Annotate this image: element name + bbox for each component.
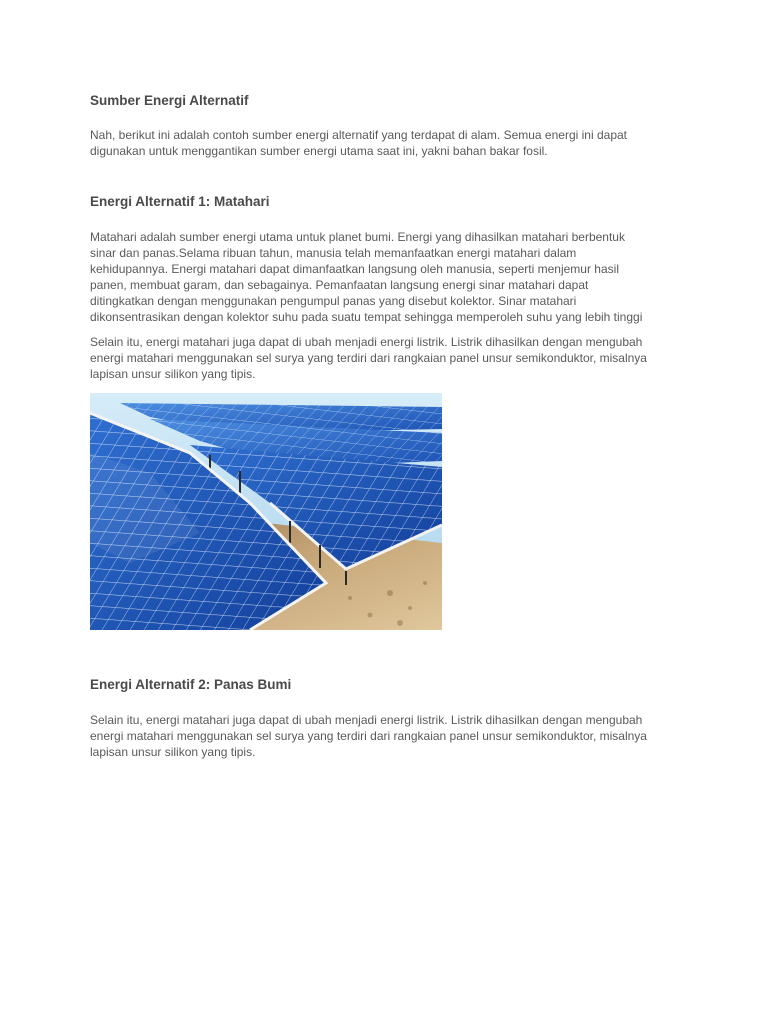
section-heading-matahari: Energi Alternatif 1: Matahari [90, 194, 270, 209]
section-heading-panas-bumi: Energi Alternatif 2: Panas Bumi [90, 677, 292, 692]
text-line: dikonsentrasikan dengan kolektor suhu pada suatu tempat sehingga memperoleh suhu yang lebih tinggi [90, 310, 643, 324]
solar-panel-photo [90, 393, 442, 630]
text-line: Nah, berikut ini adalah contoh sumber energi alternatif yang terdapat di alam. Semua energi ini dapat [90, 128, 627, 142]
text-line: lapisan unsur silikon yang tipis. [90, 367, 256, 381]
text-line: lapisan unsur silikon yang tipis. [90, 745, 256, 759]
text-line: ditingkatkan dengan menggunakan pengumpul panas yang disebut kolektor. Sinar matahari [90, 294, 577, 308]
matahari-paragraph-1 [90, 229, 690, 325]
text-line: Matahari adalah sumber energi utama untuk planet bumi. Energi yang dihasilkan matahari berbentuk [90, 230, 625, 244]
text-line: Selain itu, energi matahari juga dapat di ubah menjadi energi listrik. Listrik dihasilkan dengan mengubah [90, 713, 643, 727]
panas-bumi-paragraph [90, 712, 690, 760]
text-line: energi matahari menggunakan sel surya yang terdiri dari rangkaian panel unsur semikonduktor, misalnya [90, 729, 647, 743]
intro-paragraph [90, 127, 690, 159]
text-line: digunakan untuk menggantikan sumber energi utama saat ini, yakni bahan bakar fosil. [90, 144, 548, 158]
text-line: kehidupannya. Energi matahari dapat dimanfaatkan langsung oleh manusia, seperti menjemur hasil [90, 262, 619, 276]
matahari-paragraph-2 [90, 334, 690, 382]
page-title: Sumber Energi Alternatif [90, 93, 249, 108]
text-line: Selain itu, energi matahari juga dapat di ubah menjadi energi listrik. Listrik dihasilkan dengan mengubah [90, 335, 643, 349]
text-line: energi matahari menggunakan sel surya yang terdiri dari rangkaian panel unsur semikonduktor, misalnya [90, 351, 647, 365]
text-line: sinar dan panas.Selama ribuan tahun, manusia telah memanfaatkan energi matahari dalam [90, 246, 577, 260]
text-line: panen, membuat garam, dan sebagainya. Pemanfaatan langsung energi sinar matahari dapat [90, 278, 589, 292]
